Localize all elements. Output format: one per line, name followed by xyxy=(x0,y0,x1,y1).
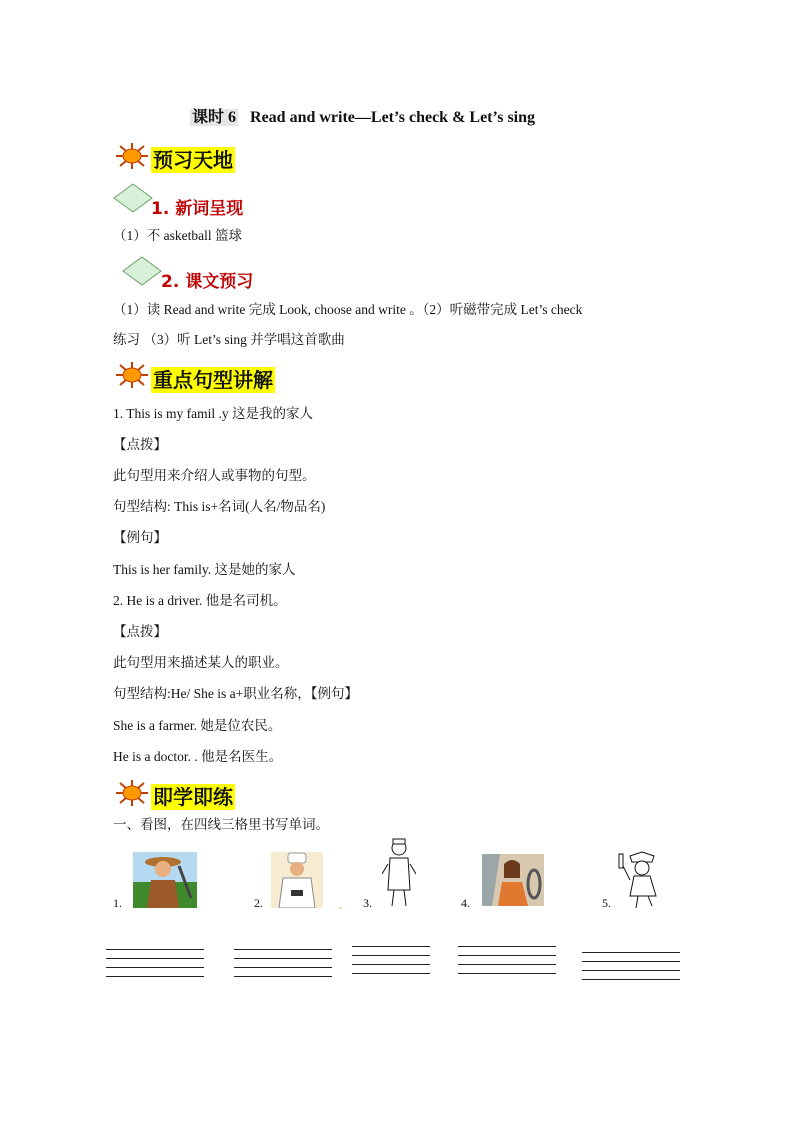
structure-2: 句型结构:He/ She is a+职业名称，【例句】 xyxy=(113,686,358,701)
tip-label-1: 【点拨】 xyxy=(113,437,167,452)
nurse-icon xyxy=(618,850,666,910)
section-heading-preview: 预习天地 xyxy=(153,148,233,172)
part2-heading: 2. 课文预习 xyxy=(161,272,254,292)
sentence-1: 1. This is my famil .y 这是我的家人 xyxy=(113,406,314,421)
tip-text-1: 此句型用来介绍人或事物的句型。 xyxy=(113,468,316,483)
sun-icon xyxy=(114,779,150,807)
structure-1: 句型结构: This is+名词(人名/物品名) xyxy=(113,499,326,514)
cook-icon xyxy=(271,852,323,908)
section-heading-practice: 即学即练 xyxy=(153,785,233,809)
lesson-number: 课时 6 xyxy=(192,109,237,126)
doctor-icon xyxy=(382,838,416,908)
example-label-1: 【例句】 xyxy=(113,530,167,545)
diamond-icon xyxy=(113,183,153,213)
tip-text-2: 此句型用来描述某人的职业。 xyxy=(113,655,289,670)
writing-grid[interactable] xyxy=(582,952,680,980)
part2-line2: 练习 （3）听 Let’s sing 并学唱这首歌曲 xyxy=(113,332,345,347)
diamond-icon xyxy=(122,256,162,286)
item-number: 4. xyxy=(461,896,470,910)
driver-icon xyxy=(482,854,544,906)
item-number: 1. xyxy=(113,896,122,910)
lesson-title: Read and write—Let’s check & Let’s sing xyxy=(250,109,536,126)
sun-icon xyxy=(114,142,150,170)
section-heading-key-sentences: 重点句型讲解 xyxy=(153,368,273,392)
exercise-instruction: 一、看图，在四线三格里书写单词。 xyxy=(113,817,329,832)
example-text-2a: She is a farmer. 她是位农民。 xyxy=(113,718,282,733)
part1-line: （1）不 asketball 篮球 xyxy=(113,228,242,243)
example-text-2b: He is a doctor. . 他是名医生。 xyxy=(113,749,283,764)
item-number: 5. xyxy=(602,896,611,910)
writing-grid[interactable] xyxy=(106,949,204,977)
writing-grid[interactable] xyxy=(234,949,332,977)
tip-label-2: 【点拨】 xyxy=(113,624,167,639)
item-number: 2. xyxy=(254,896,263,910)
part1-heading: 1. 新词呈现 xyxy=(151,199,244,219)
example-text-1: This is her family. 这是她的家人 xyxy=(113,562,296,577)
sentence-2: 2. He is a driver. 他是名司机。 xyxy=(113,593,287,608)
writing-grid[interactable] xyxy=(458,946,556,974)
part2-line1: （1）读 Read and write 完成 Look, choose and write 。（2）听磁带完成 Let’s check xyxy=(113,302,583,317)
item-number: 3. xyxy=(363,896,372,910)
page-title xyxy=(190,104,535,127)
writing-grid[interactable] xyxy=(352,946,430,974)
sun-icon xyxy=(114,361,150,389)
item-dot: . xyxy=(339,898,342,912)
farmer-icon xyxy=(133,852,197,908)
